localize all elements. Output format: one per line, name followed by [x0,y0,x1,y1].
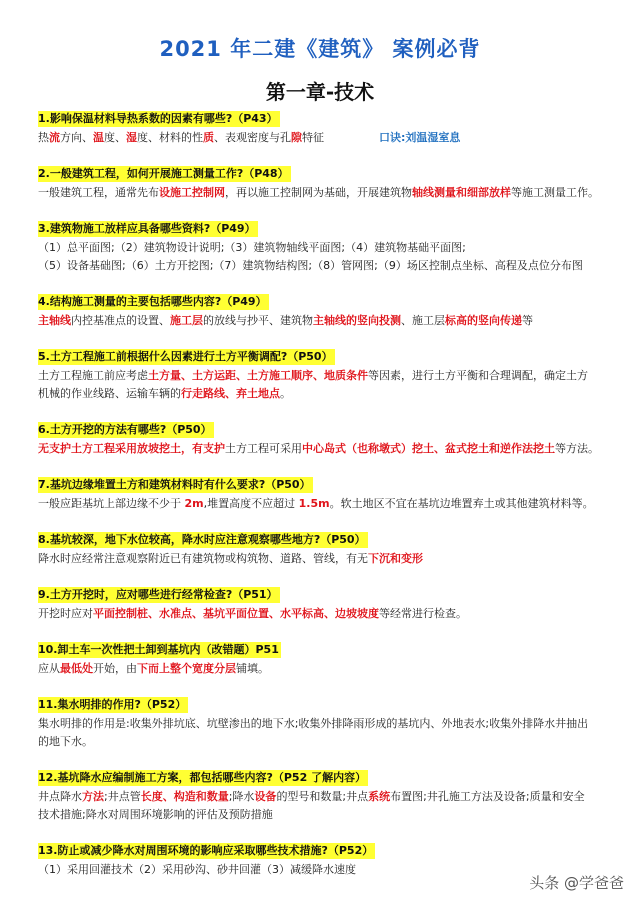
answer-segment: 开始，由 [93,662,137,675]
qa-item [38,107,608,147]
answer-text [38,495,608,513]
question-heading: 5.土方工程施工前根据什么因素进行土方平衡调配?（P50） [38,350,333,363]
answer-line [38,440,608,458]
answer-segment: 度、 [104,131,126,144]
answer-segment: 特征 [302,131,324,144]
qa-item [38,839,608,879]
answer-text [38,715,608,751]
answer-line [38,257,608,275]
question-heading: 1.影响保温材料导热系数的因素有哪些?（P43） [38,112,278,125]
qa-item [38,473,608,513]
key-term: ，有支护 [181,442,225,455]
answer-text [38,788,608,824]
answer-line [38,312,608,330]
answer-line [38,806,608,824]
chapter-title: 第一章-技术 [265,80,375,104]
key-term: 行走路线、弃土地点 [181,387,280,400]
key-term: 施工层 [170,314,203,327]
answer-segment: 等施工测量工作。 [511,186,599,199]
key-term: 标高的竖向传递 [445,314,522,327]
answer-segment: 铺填。 [236,662,269,675]
qa-item [38,693,608,751]
answer-line [38,861,608,879]
answer-segment: 等方法。 [555,442,599,455]
key-term: 质 [203,131,214,144]
key-term: 设施工控制网 [159,186,225,199]
answer-segment: 降水时应经常注意观察附近已有建筑物或构筑物、道路、管线，有无 [38,552,368,565]
answer-segment: 井点降水 [38,790,82,803]
answer-segment: ，再以施工控制网为基础，开展建筑物 [225,186,412,199]
key-term: 1.5m [298,497,330,510]
answer-segment: 方向、 [60,131,93,144]
answer-segment: 、施工层 [401,314,445,327]
watermark: 头条 @学爸爸 [529,874,624,892]
key-term: 主轴线的竖向投测 [313,314,401,327]
answer-segment: 度、材料的性 [137,131,203,144]
answer-line [38,660,608,678]
answer-line [38,733,608,751]
question-heading: 6.土方开挖的方法有哪些?（P50） [38,423,212,436]
qa-item [38,290,608,330]
key-term: 隙 [291,131,302,144]
key-term: 下而上整个宽度分层 [137,662,236,675]
key-term: 中心岛式（也称墩式）挖土、盆式挖土和逆作法挖土 [302,442,555,455]
answer-text [38,861,608,879]
answer-text [38,660,608,678]
answer-segment: （1）采用回灌技术（2）采用砂沟、砂井回灌（3）减缓降水速度 [38,863,356,876]
answer-line [38,239,608,257]
qa-item [38,583,608,623]
key-term: 长度、构造和数量 [140,790,229,803]
qa-item [38,766,608,824]
answer-line [38,129,608,147]
key-term: 温 [93,131,104,144]
key-term: 平面控制桩、水准点、基坑平面位置、水平标高、边坡坡度 [93,607,379,620]
answer-segment: 热 [38,131,49,144]
document-title: 2021 年二建《建筑》 案例必背 [159,37,481,61]
answer-segment: （1）总平面图;（2）建筑物设计说明;（3）建筑物轴线平面图;（4）建筑物基础平面图; [38,241,466,254]
answer-segment: 的地下水。 [38,735,93,748]
qa-item [38,217,608,275]
answer-text [38,129,608,147]
key-term: 最低处 [60,662,93,675]
question-heading: 7.基坑边缘堆置土方和建筑材料时有什么要求?（P50） [38,478,311,491]
qa-item [38,638,608,678]
question-heading: 4.结构施工测量的主要包括哪些内容?（P49） [38,295,267,308]
question-heading: 3.建筑物施工放样应具备哪些资料?（P49） [38,222,256,235]
answer-segment: 等因素，进行土方平衡和合理调配，确定土方 [368,369,588,382]
answer-text [38,605,608,623]
answer-line [38,184,608,202]
key-term: 流 [49,131,60,144]
answer-text [38,239,608,275]
question-heading: 2.一般建筑工程，如何开展施工测量工作?（P48） [38,167,289,180]
answer-line [38,495,608,513]
qa-item [38,418,608,458]
question-heading: 11.集水明排的作用?（P52） [38,698,187,711]
answer-segment: 集水明排的作用是:收集外排坑底、坑壁渗出的地下水;收集外排降雨形成的基坑内、外地表水;收集外排降水井抽出 [38,717,589,730]
answer-segment: ,堆置高度不应超过 [203,497,299,510]
answer-segment: 内控基准点的设置、 [71,314,170,327]
answer-segment: 、表观密度与孔 [214,131,291,144]
key-term: 无支护土方工程采用放坡挖土 [38,442,181,455]
answer-line [38,788,608,806]
answer-segment: 机械的作业线路、运输车辆的 [38,387,181,400]
key-term: 方法 [82,790,104,803]
question-heading: 13.防止或减少降水对周围环境的影响应采取哪些技术措施?（P52） [38,844,374,857]
key-term: 土方量、土方运距、土方施工顺序、地质条件 [148,369,368,382]
key-term: 设备 [254,790,277,803]
answer-line [38,605,608,623]
question-heading: 9.土方开挖时，应对哪些进行经常检查?（P51） [38,588,278,601]
answer-segment: 的放线与抄平、建筑物 [203,314,313,327]
answer-segment: 一般建筑工程，通常先布 [38,186,159,199]
answer-segment: 技术措施;降水对周围环境影响的评估及预防措施 [38,808,273,821]
key-term: 主轴线 [38,314,71,327]
answer-segment: 。软土地区不宜在基坑边堆置弃土或其他建筑材料等。 [329,497,594,510]
key-term: 轴线测量和细部放样 [412,186,511,199]
qa-item [38,528,608,568]
answer-line [38,367,608,385]
answer-line [38,385,608,403]
answer-segment: 等经常进行检查。 [379,607,467,620]
answer-segment: ;降水 [228,790,255,803]
answer-text [38,550,608,568]
answer-segment: 等 [522,314,533,327]
answer-line [38,550,608,568]
answer-segment: （5）设备基础图;（6）土方开挖图;（7）建筑物结构图;（8）管网图;（9）场区控制点坐标、高程及点位分布图 [38,259,583,272]
answer-segment: 布置图;井孔施工方法及设备;质量和安全 [390,790,585,803]
key-term: 2m [184,497,204,510]
qa-list [38,107,608,894]
answer-line [38,715,608,733]
key-term: 下沉和变形 [368,552,423,565]
question-heading: 12.基坑降水应编制施工方案，都包括哪些内容?（P52 了解内容） [38,771,367,784]
question-heading: 10.卸土车一次性把土卸到基坑内（改错题）P51 [38,643,279,656]
answer-text [38,367,608,403]
qa-item [38,345,608,403]
answer-text [38,312,608,330]
mnemonic-tip: 口诀:刘温湿室息 [379,131,461,144]
answer-segment: 的型号和数量;井点 [276,790,369,803]
question-heading: 8.基坑较深，地下水位较高，降水时应注意观察哪些地方?（P50） [38,533,366,546]
answer-segment: 开挖时应对 [38,607,93,620]
key-term: 系统 [368,790,391,803]
answer-segment: 。 [280,387,291,400]
answer-text [38,184,608,202]
key-term: 湿 [126,131,137,144]
answer-segment: 一般应距基坑上部边缘不少于 [38,497,185,510]
qa-item [38,162,608,202]
answer-segment: 土方工程施工前应考虑 [38,369,148,382]
answer-segment: 应从 [38,662,60,675]
answer-text [38,440,608,458]
answer-segment: ;井点管 [104,790,141,803]
answer-segment: 土方工程可采用 [225,442,302,455]
